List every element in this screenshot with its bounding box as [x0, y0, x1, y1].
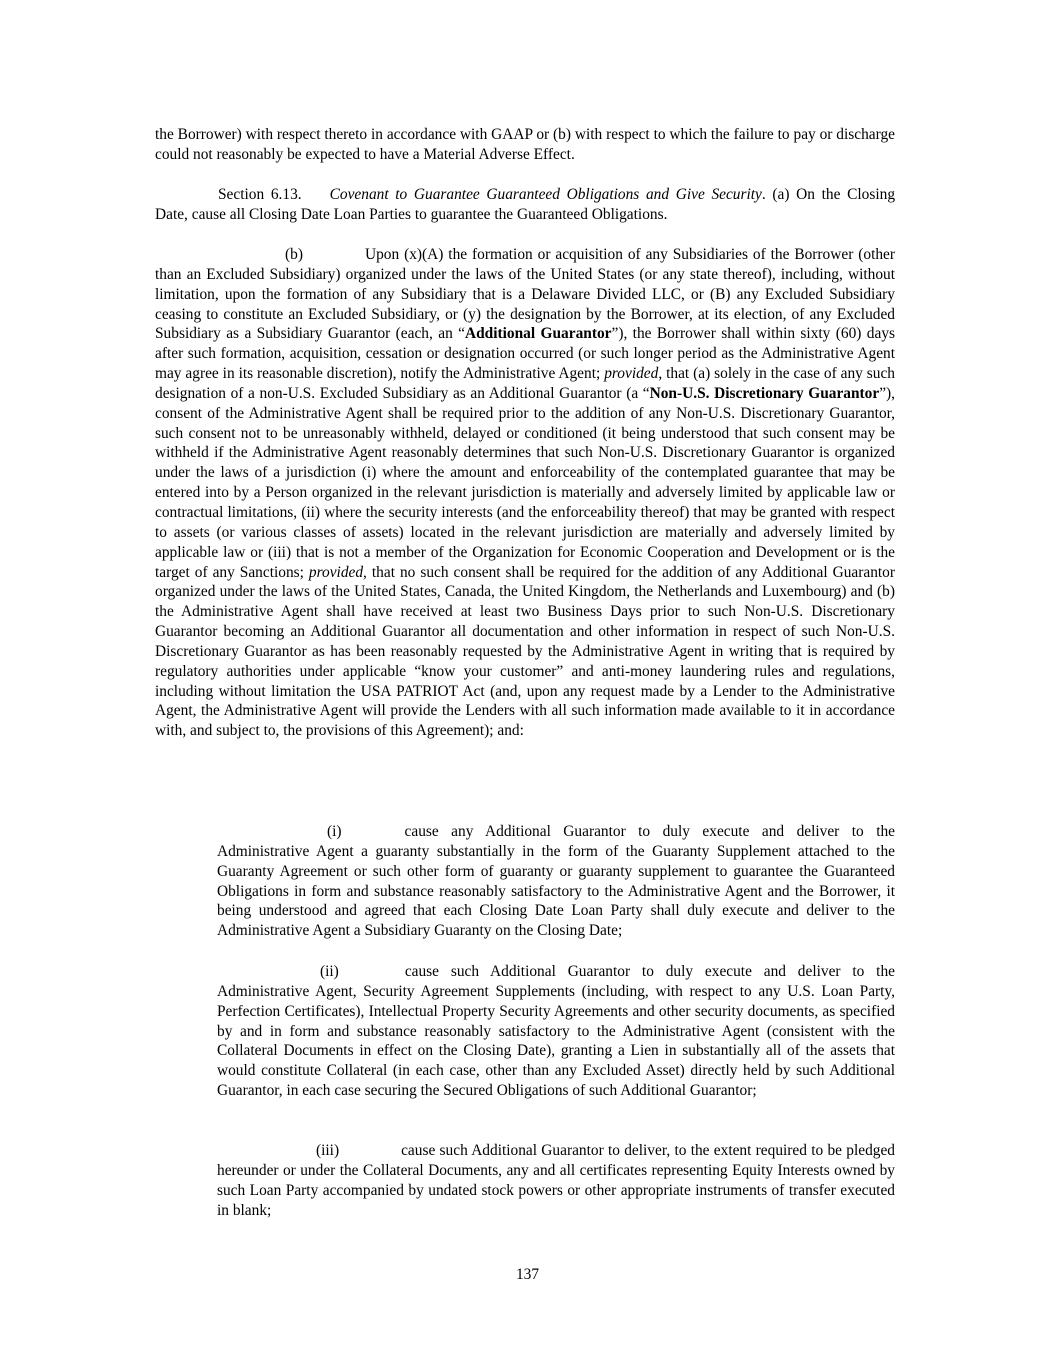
section-6-13-text: . (a) On the Closing Date, cause all Closing Date Loan Parties to guarantee the Guaranteed Obligations.	[155, 186, 896, 223]
section-title: Covenant to Guarantee Guaranteed Obligations and Give Security	[329, 186, 762, 203]
clause-iii	[217, 1141, 895, 1220]
defined-term-non-us-discretionary-guarantor: Non-U.S. Discretionary Guarantor	[649, 384, 880, 402]
paragraph-b-text-1: Upon (x)(A) the formation or acquisition of any Subsidiaries of the Borrower (other than an Excluded Subsidiary) organized under the laws of the United States (or any state thereof), including, without limitation, upon the formation of any Subsidiary that is a Delaware Divided LLC, or (B) any Excluded Subsidiary ceasing to constitute an Excluded Subsidiary, or (y) the designation by the Borrower, at its election, of any Excluded Subsidiary as a Subsidiary Guarantor (each, an “	[155, 246, 895, 343]
page-number: 137	[515, 1266, 540, 1283]
section-number: Section 6.13.	[218, 186, 302, 203]
clause-i	[217, 822, 895, 941]
paragraph-b	[155, 245, 895, 741]
section-6-13-paragraph	[155, 185, 895, 225]
clause-ii-text: cause such Additional Guarantor to duly execute and deliver to the Administrative Agent, Security Agreement Supplements (including, with respect to any U.S. Loan Party, Perfection Certificates), Intellectual Property Security Agreements and other security documents, as specified by and in form and substance reasonably satisfactory to the Administrative Agent (consistent with the Collateral Documents in effect on the Closing Date), granting a Lien in substantially all of the assets that would constitute Collateral (in each case, other than any Excluded Asset) directly held by such Additional Guarantor, in each case securing the Secured Obligations of such Additional Guarantor;	[217, 963, 895, 1100]
paragraph-continuation	[155, 125, 895, 165]
continuation-text: the Borrower) with respect thereto in accordance with GAAP or (b) with respect to which the failure to pay or discharge could not reasonably be expected to have a Material Adverse Effect.	[155, 126, 895, 163]
clause-i-label: (i)	[327, 823, 342, 840]
clause-iii-label: (iii)	[316, 1142, 340, 1159]
paragraph-b-text-2: ”), the Borrower shall within sixty (60) days after such formation, acquisition, cessation or designation occurred (or such longer period as the Administrative Agent may agree in its reasonable discretion), notify the Administrative Agent;	[155, 325, 896, 383]
clause-ii-label: (ii)	[320, 963, 339, 980]
paragraph-b-text-4: ”), consent of the Administrative Agent shall be required prior to the addition of any Non-U.S. Discretionary Guarantor, such consent not to be unreasonably withheld, delayed or conditioned (it being understood that such consent may be withheld if the Administrative Agent reasonably determines that such Non-U.S. Discretionary Guarantor is organized under the laws of a jurisdiction (i) where the amount and enforceability of the contemplated guarantee that may be entered into by a Person organized in the relevant jurisdiction is materially and adversely limited by applicable law or contractual limitations, (ii) where the security interests (and the enforceability thereof) that may be granted with respect to assets (or various classes of assets) located in the relevant jurisdiction are materially and adversely limited by applicable law or (iii) that is not a member of the Organization for Economic Cooperation and Development or is the target of any Sanctions;	[155, 384, 896, 581]
defined-term-additional-guarantor: Additional Guarantor	[464, 325, 612, 343]
clause-iii-text: cause such Additional Guarantor to deliver, to the extent required to be pledged hereunder or under the Collateral Documents, any and all certificates representing Equity Interests owned by such Loan Party accompanied by undated stock powers or other appropriate instruments of transfer executed in blank;	[217, 1142, 895, 1219]
paragraph-b-label: (b)	[285, 246, 303, 263]
paragraph-b-text-3: , that (a) solely in the case of any such designation of a non-U.S. Excluded Subsidiary as an Additional Guarantor (a “	[155, 365, 895, 402]
clause-ii	[217, 962, 895, 1101]
clause-i-text: cause any Additional Guarantor to duly execute and deliver to the Administrative Agent a guaranty substantially in the form of the Guaranty Supplement attached to the Guaranty Agreement or such other form of guaranty or guaranty supplement to guarantee the Guaranteed Obligations in form and substance reasonably satisfactory to the Administrative Agent and the Borrower, it being understood and agreed that each Closing Date Loan Party shall duly execute and deliver to the Administrative Agent a Subsidiary Guaranty on the Closing Date;	[217, 823, 895, 940]
provided-italic-2: provided	[308, 563, 364, 581]
paragraph-b-text-5: , that no such consent shall be required for the addition of any Additional Guarantor organized under the laws of the United States, Canada, the United Kingdom, the Netherlands and Luxembourg) and (b) the Administrative Agent shall have received at least two Business Days prior to such Non-U.S. Discretionary Guarantor becoming an Additional Guarantor all documentation and other information in respect of such Non-U.S. Discretionary Guarantor as has been reasonably requested by the Administrative Agent in writing that is required by regulatory authorities under applicable “know your customer” and anti-money laundering rules and regulations, including without limitation the USA PATRIOT Act (and, upon any request made by a Lender to the Administrative Agent, the Administrative Agent will provide the Lenders with all such information made available to it in accordance with, and subject to, the provisions of this Agreement); and:	[155, 563, 895, 740]
provided-italic-1: provided	[604, 365, 659, 383]
